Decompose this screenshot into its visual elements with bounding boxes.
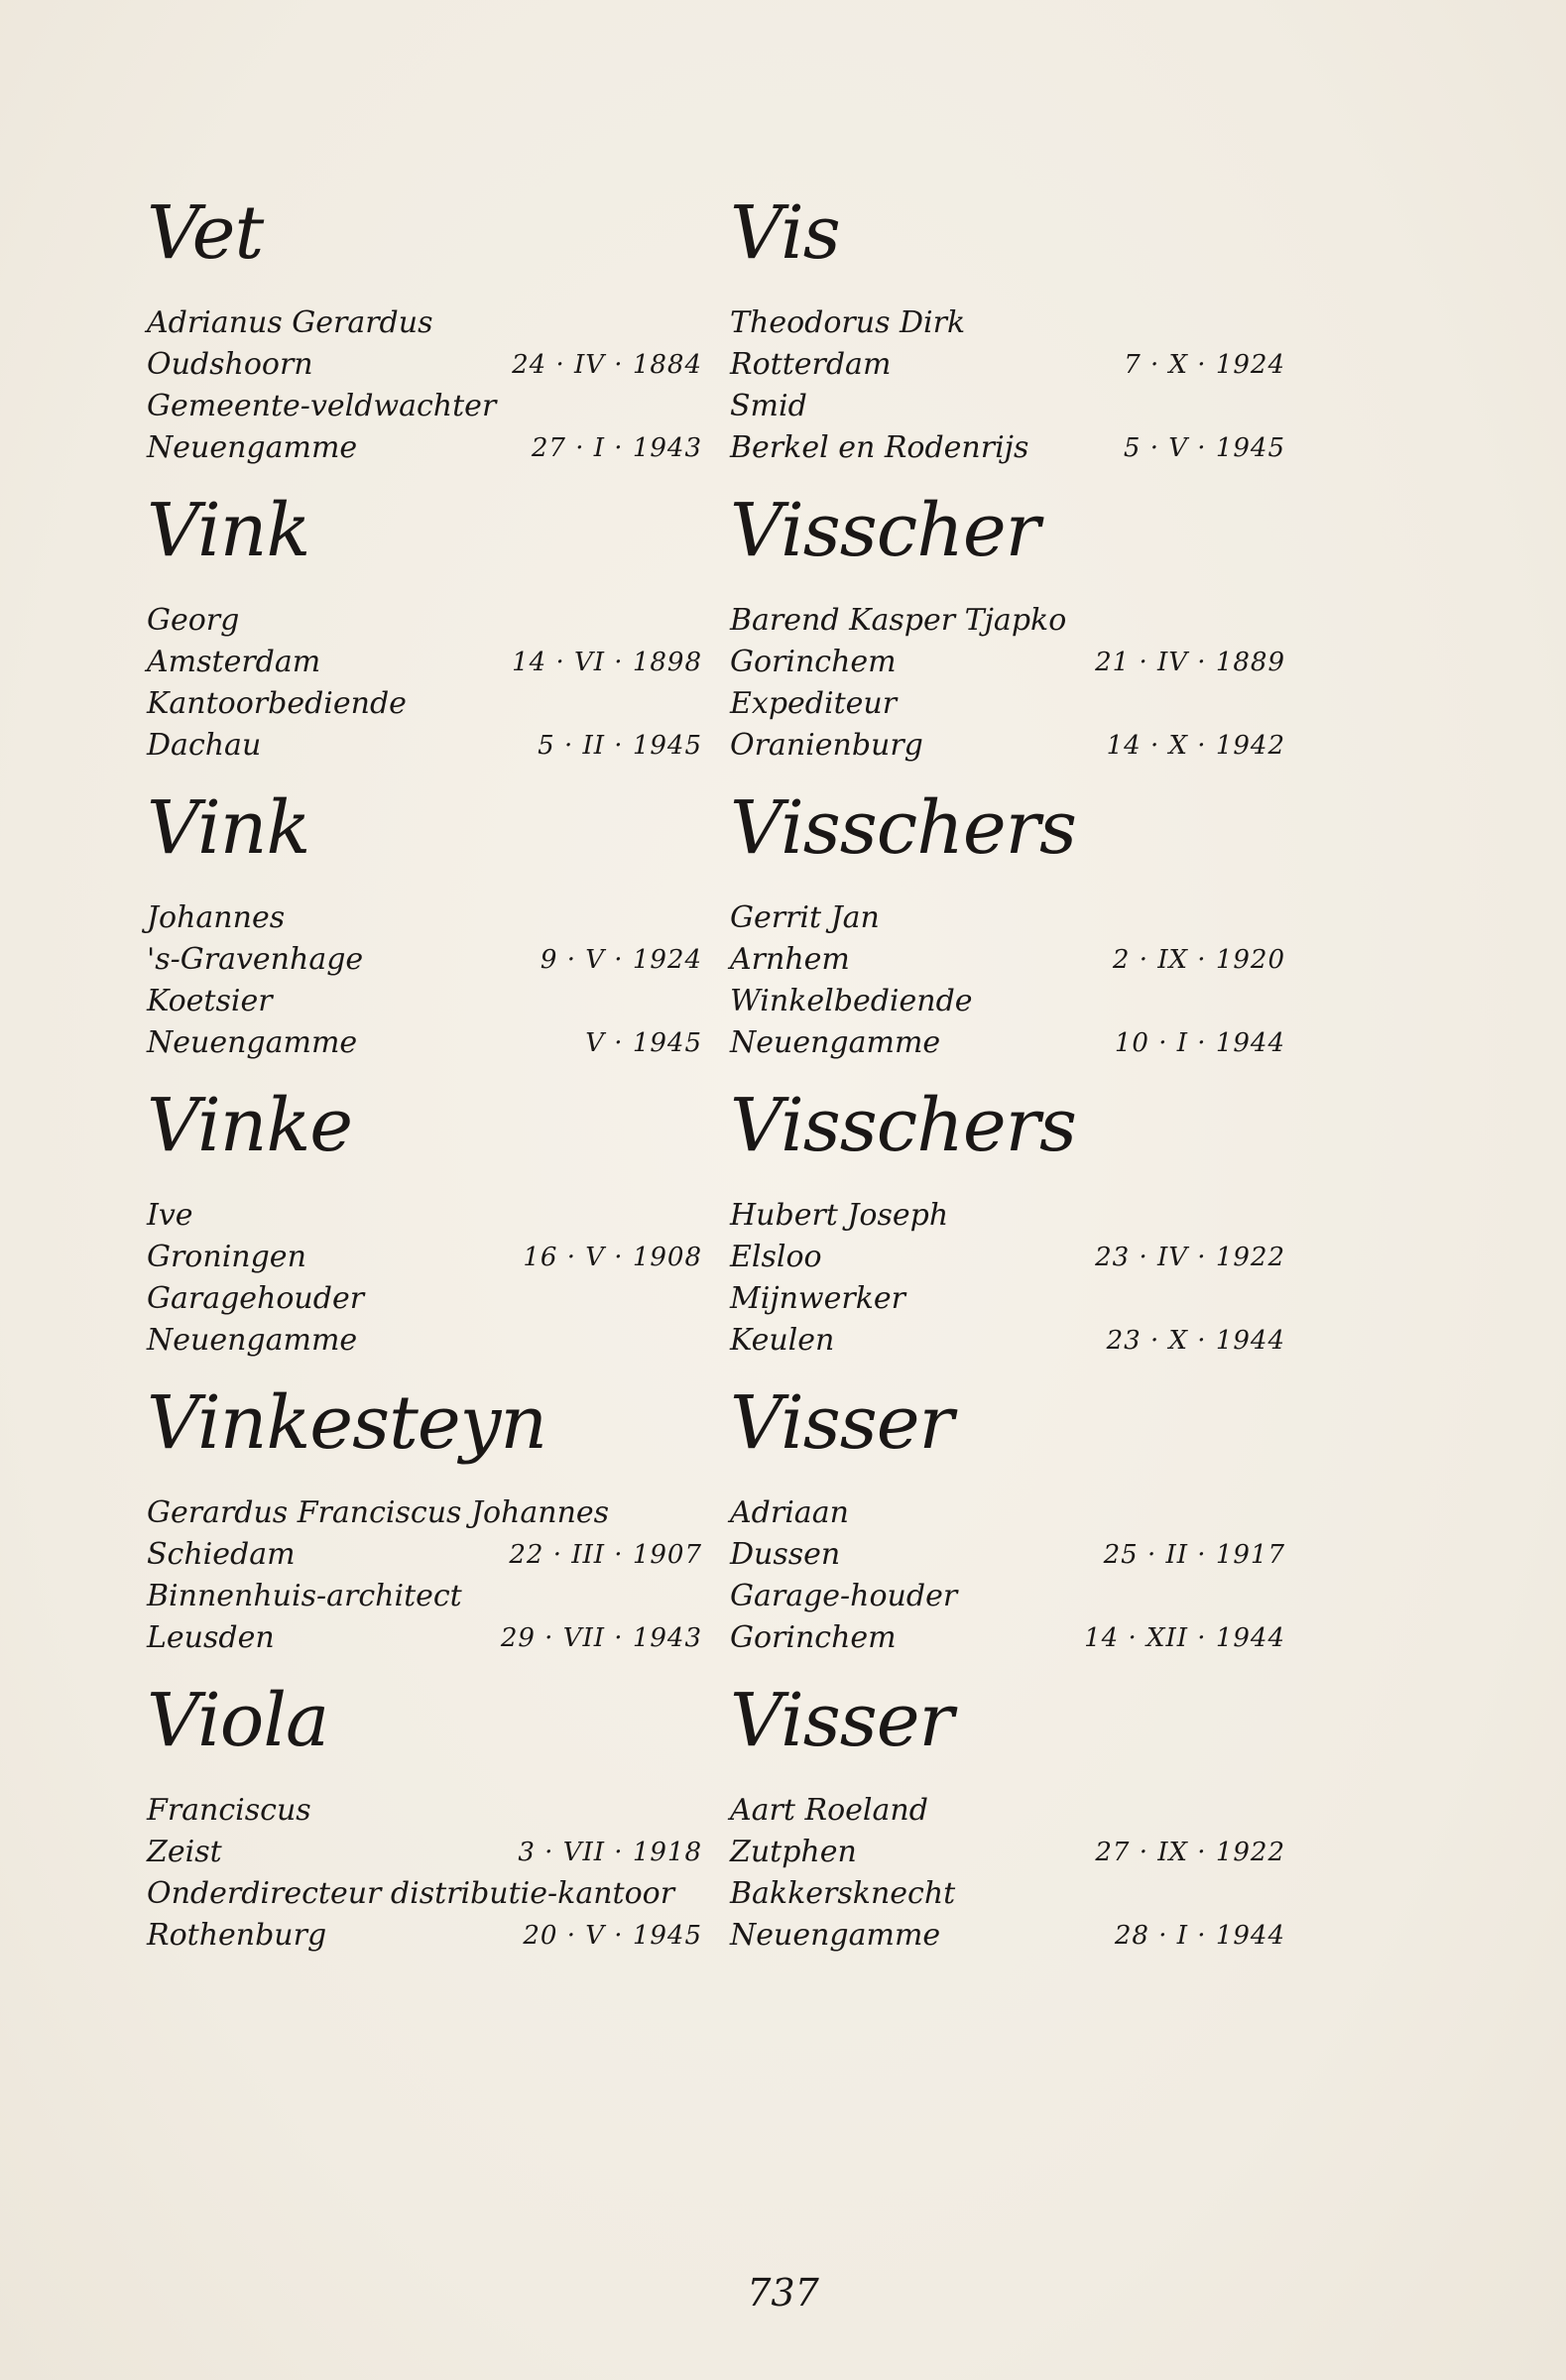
surname: Vink: [147, 488, 310, 573]
occupation-line: [147, 386, 702, 427]
entry-visschers-hubert: [730, 1083, 1285, 1383]
surname: Viola: [147, 1678, 329, 1763]
death-date: V · 1945: [585, 1028, 702, 1058]
birth-date: 24 · IV · 1884: [512, 350, 702, 380]
occupation-line: [730, 386, 1285, 427]
occupation-line: [730, 1576, 1285, 1617]
entry-vink-johannes: [147, 785, 702, 1086]
surname: Visscher: [730, 488, 1040, 573]
birth-place: Zeist: [147, 1835, 222, 1869]
occupation-line: [730, 1873, 1285, 1915]
occupation: Gemeente-veldwachter: [147, 389, 497, 423]
death-line: [147, 725, 702, 767]
given-names: Georg: [147, 603, 240, 638]
surname: Vink: [147, 785, 310, 871]
birth-date: 23 · IV · 1922: [1095, 1243, 1285, 1272]
occupation: Onderdirecteur distributie-kantoor: [147, 1876, 675, 1911]
given-names-line: [730, 302, 1285, 344]
given-names: Aart Roeland: [730, 1793, 928, 1828]
birth-place: Rotterdam: [730, 347, 892, 382]
birth-place: Dussen: [730, 1537, 841, 1572]
occupation-line: [147, 1576, 702, 1617]
death-date: 14 · XII · 1944: [1084, 1623, 1285, 1653]
entry-vis: [730, 190, 1285, 491]
surname: Visser: [730, 1678, 953, 1763]
occupation: Binnenhuis-architect: [147, 1579, 462, 1613]
birth-date: 22 · III · 1907: [509, 1540, 702, 1570]
birth-line: [730, 1237, 1285, 1278]
given-names-line: [730, 1195, 1285, 1237]
death-place: Neuengamme: [147, 1025, 358, 1060]
occupation: Winkelbediende: [730, 984, 973, 1018]
death-date: 27 · I · 1943: [531, 433, 702, 463]
death-line: [730, 427, 1285, 469]
entry-viola: [147, 1678, 702, 1978]
birth-line: [730, 1832, 1285, 1873]
birth-place: 's-Gravenhage: [147, 942, 364, 977]
occupation: Bakkersknecht: [730, 1876, 956, 1911]
death-date: 20 · V · 1945: [523, 1921, 702, 1951]
birth-date: 27 · IX · 1922: [1095, 1838, 1285, 1867]
death-place: Gorinchem: [730, 1620, 897, 1655]
entry-visser-adriaan: [730, 1380, 1285, 1681]
death-place: Dachau: [147, 728, 262, 763]
entry-vink-georg: [147, 488, 702, 788]
death-place: Neuengamme: [147, 1323, 358, 1358]
entry-visschers-gerrit: [730, 785, 1285, 1086]
occupation: Garage-houder: [730, 1579, 958, 1613]
death-date: 28 · I · 1944: [1114, 1921, 1285, 1951]
surname: Visschers: [730, 1083, 1077, 1168]
given-names-line: [147, 1492, 702, 1534]
birth-line: [147, 1534, 702, 1576]
birth-line: [730, 344, 1285, 386]
given-names: Franciscus: [147, 1793, 311, 1828]
birth-line: [147, 344, 702, 386]
page-number: 737: [747, 2271, 819, 2315]
given-names: Johannes: [147, 900, 286, 935]
birth-date: 9 · V · 1924: [540, 945, 702, 975]
birth-place: Oudshoorn: [147, 347, 313, 382]
death-place: Rothenburg: [147, 1918, 327, 1953]
birth-line: [147, 939, 702, 981]
death-line: [147, 1617, 702, 1659]
given-names: Gerrit Jan: [730, 900, 880, 935]
birth-date: 14 · VI · 1898: [512, 648, 702, 677]
birth-place: Gorinchem: [730, 645, 897, 679]
occupation: Garagehouder: [147, 1281, 365, 1316]
birth-date: 7 · X · 1924: [1124, 350, 1285, 380]
occupation-line: [147, 683, 702, 725]
given-names-line: [730, 600, 1285, 642]
given-names: Hubert Joseph: [730, 1198, 949, 1233]
surname: Vinke: [147, 1083, 353, 1168]
occupation: Expediteur: [730, 686, 898, 721]
occupation-line: [730, 981, 1285, 1022]
death-place: Neuengamme: [147, 430, 358, 465]
occupation-line: [147, 1278, 702, 1320]
given-names-line: [147, 1195, 702, 1237]
birth-date: 3 · VII · 1918: [518, 1838, 702, 1867]
given-names-line: [730, 1790, 1285, 1832]
surname: Vis: [730, 190, 840, 276]
surname: Vet: [147, 190, 264, 276]
birth-line: [147, 642, 702, 683]
birth-place: Elsloo: [730, 1240, 822, 1274]
birth-date: 21 · IV · 1889: [1095, 648, 1285, 677]
given-names-line: [147, 1790, 702, 1832]
occupation: Mijnwerker: [730, 1281, 905, 1316]
birth-place: Groningen: [147, 1240, 306, 1274]
occupation-line: [730, 1278, 1285, 1320]
surname: Visser: [730, 1380, 953, 1466]
given-names: Adriaan: [730, 1495, 849, 1530]
entry-visser-aart: [730, 1678, 1285, 1978]
death-line: [147, 1022, 702, 1064]
death-date: 29 · VII · 1943: [500, 1623, 702, 1653]
birth-place: Zutphen: [730, 1835, 857, 1869]
occupation-line: [147, 1873, 702, 1915]
death-date: 5 · V · 1945: [1123, 433, 1285, 463]
death-line: [730, 1022, 1285, 1064]
birth-date: 25 · II · 1917: [1103, 1540, 1285, 1570]
death-line: [147, 427, 702, 469]
entry-vinke: [147, 1083, 702, 1383]
given-names: Ive: [147, 1198, 193, 1233]
given-names: Adrianus Gerardus: [147, 305, 433, 340]
birth-line: [730, 642, 1285, 683]
birth-line: [147, 1832, 702, 1873]
occupation: Kantoorbediende: [147, 686, 407, 721]
birth-place: Schiedam: [147, 1537, 296, 1572]
occupation-line: [730, 683, 1285, 725]
birth-line: [730, 939, 1285, 981]
birth-place: Arnhem: [730, 942, 850, 977]
given-names-line: [730, 897, 1285, 939]
given-names-line: [147, 600, 702, 642]
entry-vet: [147, 190, 702, 491]
occupation-line: [147, 981, 702, 1022]
given-names-line: [730, 1492, 1285, 1534]
entry-visscher: [730, 488, 1285, 788]
given-names: Gerardus Franciscus Johannes: [147, 1495, 610, 1530]
given-names: Theodorus Dirk: [730, 305, 966, 340]
death-place: Neuengamme: [730, 1025, 941, 1060]
death-date: 14 · X · 1942: [1106, 731, 1285, 761]
death-place: Keulen: [730, 1323, 835, 1358]
death-date: 5 · II · 1945: [538, 731, 702, 761]
death-place: Neuengamme: [730, 1918, 941, 1953]
death-line: [730, 725, 1285, 767]
death-place: Berkel en Rodenrijs: [730, 430, 1029, 465]
surname: Visschers: [730, 785, 1077, 871]
death-place: Leusden: [147, 1620, 275, 1655]
death-line: [730, 1915, 1285, 1957]
birth-line: [730, 1534, 1285, 1576]
birth-place: Amsterdam: [147, 645, 321, 679]
death-date: 10 · I · 1944: [1114, 1028, 1285, 1058]
birth-line: [147, 1237, 702, 1278]
death-line: [147, 1320, 702, 1362]
death-date: 23 · X · 1944: [1106, 1326, 1285, 1356]
death-line: [730, 1320, 1285, 1362]
given-names-line: [147, 897, 702, 939]
death-place: Oranienburg: [730, 728, 923, 763]
death-line: [147, 1915, 702, 1957]
occupation: Koetsier: [147, 984, 273, 1018]
given-names: Barend Kasper Tjapko: [730, 603, 1067, 638]
occupation: Smid: [730, 389, 807, 423]
birth-date: 16 · V · 1908: [523, 1243, 702, 1272]
surname: Vinkesteyn: [147, 1380, 547, 1466]
death-line: [730, 1617, 1285, 1659]
entry-vinkesteyn: [147, 1380, 702, 1681]
given-names-line: [147, 302, 702, 344]
birth-date: 2 · IX · 1920: [1112, 945, 1285, 975]
